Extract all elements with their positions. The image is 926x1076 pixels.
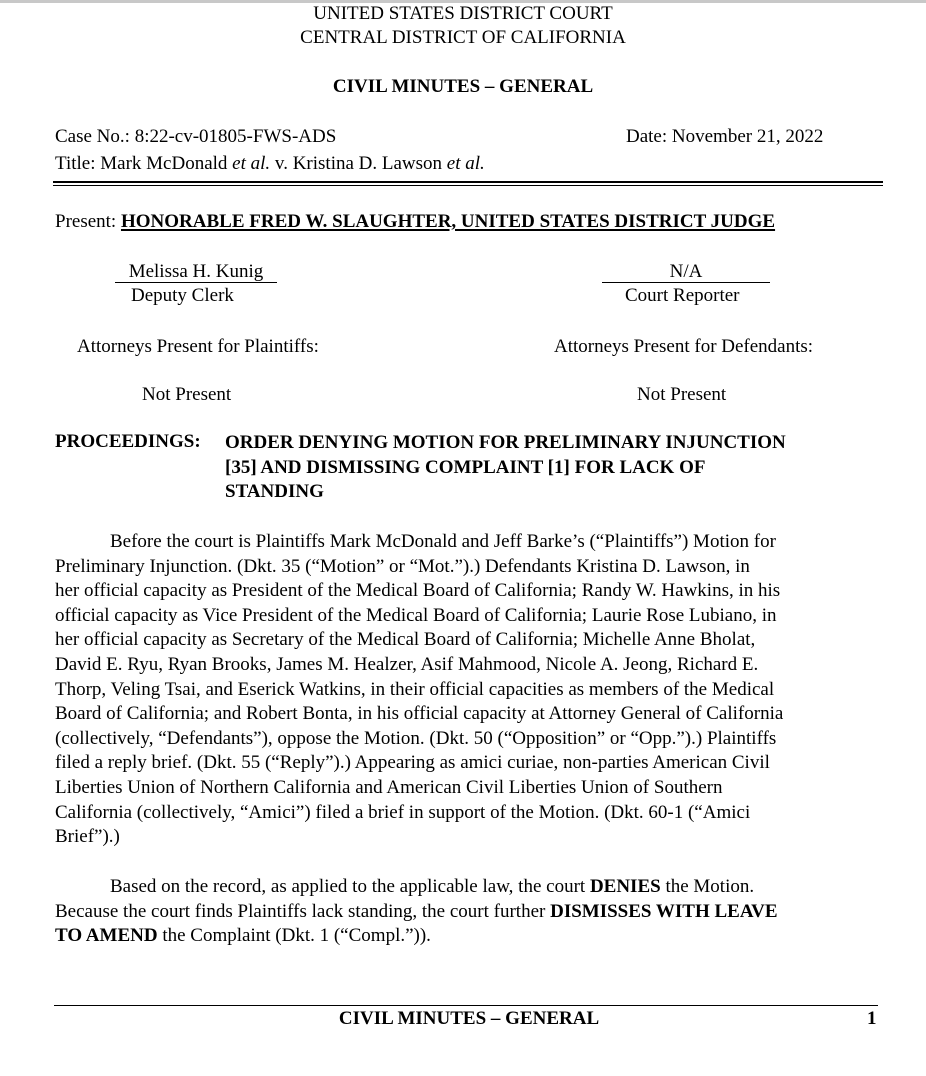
present-label: Present: [55,211,117,232]
header-rule-bottom [53,185,883,186]
title-party2: v. Kristina D. Lawson [274,153,443,174]
paragraph-line: California (collectively, “Amici”) filed a brief in support of the Motion. (Dkt. 60-1 (“Amici [55,801,751,823]
deputy-clerk-role: Deputy Clerk [131,285,234,306]
case-date [626,126,823,148]
title-label: Title: [55,153,96,174]
proceedings-label: PROCEEDINGS: [55,431,201,452]
text-run: Based on the record, as applied to the applicable law, the court [110,876,590,897]
document-type-heading: CIVIL MINUTES – GENERAL [332,76,594,97]
proceedings-title-line: [35] AND DISMISSING COMPLAINT [1] FOR LACK OF [225,456,706,478]
case-title [55,153,485,175]
paragraph-line [55,924,885,949]
proceedings-title-line: ORDER DENYING MOTION FOR PRELIMINARY INJUNCTION [225,432,786,453]
date-label: Date: [626,126,668,147]
present-line [55,211,775,233]
court-reporter-role: Court Reporter [625,285,740,306]
ruling-denies: DENIES [589,876,661,897]
ruling-paragraph [55,875,885,949]
paragraph-line [55,900,885,925]
defendants-attorneys-value: Not Present [637,384,727,405]
text-run: the Motion. [660,876,755,897]
paragraph-line: Liberties Union of Northern California and American Civil Liberties Union of Southern [55,776,723,798]
proceedings-title [225,431,786,505]
paragraph-line [55,875,885,900]
paragraph-line: Thorp, Veling Tsai, and Eserick Watkins, in their official capacities as members of the Medical [55,678,775,700]
ruling-dismisses: DISMISSES WITH LEAVE [550,900,778,922]
deputy-clerk-name: Melissa H. Kunig [128,261,264,282]
presiding-judge: HONORABLE FRED W. SLAUGHTER, UNITED STATES DISTRICT JUDGE [120,211,776,232]
date-value: November 21, 2022 [671,126,824,147]
case-number [55,126,336,148]
case-number-value: 8:22-cv-01805-FWS-ADS [134,126,337,147]
proceedings-title-line: STANDING [225,481,324,503]
footer-label: CIVIL MINUTES – GENERAL [338,1008,600,1029]
title-party1: Mark McDonald [100,153,228,174]
title-et-al-2: et al. [446,153,485,174]
plaintiffs-attorneys-value: Not Present [142,384,232,405]
text-run: the Complaint (Dkt. 1 (“Compl.”)). [157,925,431,947]
ruling-to-amend: TO AMEND [55,925,158,947]
paragraph-line: her official capacity as Secretary of the Medical Board of California; Michelle Anne Bholat, [55,629,756,651]
header-rule-top [53,181,883,183]
paragraph-line: (collectively, “Defendants”), oppose the Motion. (Dkt. 50 (“Opposition” or “Opp.”).) Plaintiffs [55,727,777,749]
paragraph-line: David E. Ryu, Ryan Brooks, James M. Healzer, Asif Mahmood, Nicole A. Jeong, Richard E. [55,653,759,675]
court-name: UNITED STATES DISTRICT COURT [313,3,613,24]
defendants-attorneys-label: Attorneys Present for Defendants: [554,336,814,357]
plaintiffs-attorneys-label: Attorneys Present for Plaintiffs: [77,336,319,357]
page-number: 1 [867,1008,877,1029]
paragraph-background [55,530,885,850]
court-reporter-signature-line [602,282,770,283]
paragraph-line: Board of California; and Robert Bonta, in his official capacity at Attorney General of California [55,703,784,725]
court-reporter-name: N/A [669,261,703,282]
paragraph-line: filed a reply brief. (Dkt. 55 (“Reply”).) Appearing as amici curiae, non-parties American Civil [55,752,770,774]
text-run: Because the court finds Plaintiffs lack standing, the court further [55,900,551,922]
paragraph-line: Before the court is Plaintiffs Mark McDonald and Jeff Barke’s (“Plaintiffs”) Motion for [110,531,776,552]
district-name: CENTRAL DISTRICT OF CALIFORNIA [300,27,626,48]
paragraph-line: her official capacity as President of the Medical Board of California; Randy W. Hawkins, in his [55,580,781,602]
title-et-al-1: et al. [232,153,271,174]
deputy-clerk-signature-line [115,282,277,283]
paragraph-line: official capacity as Vice President of the Medical Board of California; Laurie Rose Lubiano, in [55,604,777,626]
footer-rule [54,1005,878,1006]
paragraph-line: Preliminary Injunction. (Dkt. 35 (“Motion” or “Mot.”).) Defendants Kristina D. Lawson, in [55,555,750,577]
case-number-label: Case No.: [55,126,130,147]
paragraph-line: Brief”).) [55,826,120,848]
